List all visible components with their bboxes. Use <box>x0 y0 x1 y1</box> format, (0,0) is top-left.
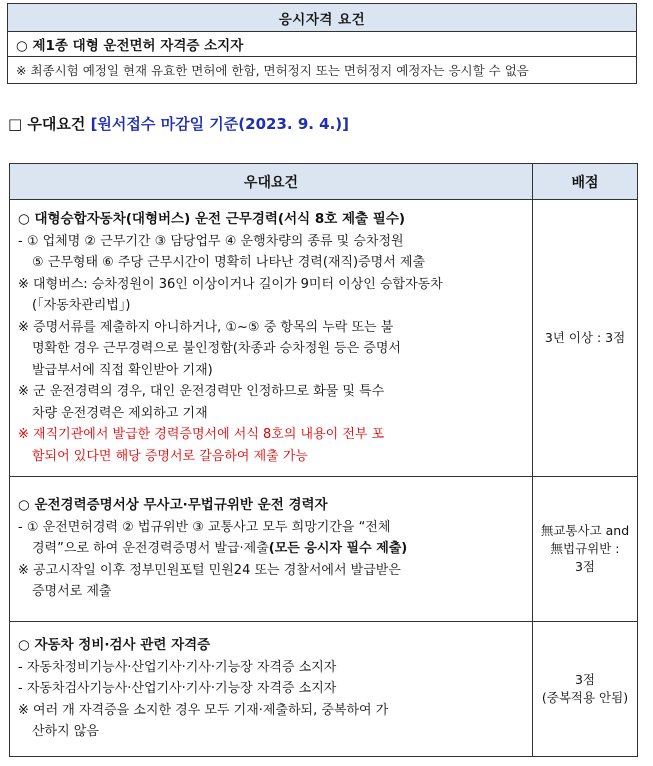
row1-red-line: 함되어 있다면 해당 증명서로 갈음하여 제출 가능 <box>32 448 308 464</box>
preference-title-prefix: □ 우대요건 <box>8 115 91 133</box>
row1-line: (「자동차관리법」) <box>32 298 131 313</box>
qualification-note: ※ 최종시험 예정일 현재 유효한 면허에 한함, 면허정지 또는 면허정지 예정자는 응시할 수 없음 <box>8 57 637 84</box>
qualification-header: 응시자격 요건 <box>8 4 637 32</box>
preference-section-title <box>8 113 349 134</box>
row1-line: ※ 증명서류를 제출하지 아니하거나, ①~⑤ 중 항목의 누락 또는 불 <box>18 319 394 335</box>
row1-score: 3년 이상 : 3점 <box>533 200 638 477</box>
row1-line: - ① 업체명 ② 근무기간 ③ 담당업무 ④ 운행차량의 종류 및 승차정원 <box>18 233 404 249</box>
row3-line: - 자동차검사기능사·산업기사·기사·기능장 자격증 소지자 <box>18 681 337 697</box>
row2-required-note: (모든 응시자 필수 제출) <box>268 541 408 557</box>
row1-heading: ○ 대형승합자동차(대형버스) 운전 근무경력(서식 8호 제출 필수) <box>18 211 406 227</box>
col-header-condition: 우대요건 <box>10 164 533 200</box>
row3-line: 산하지 않음 <box>32 724 99 740</box>
table-row <box>10 622 638 757</box>
row2-line: 증명서로 제출 <box>32 584 112 600</box>
preference-table <box>9 163 638 757</box>
row1-line: ⑤ 근무형태 ⑥ 주당 근무시간이 명확히 나타난 경력(재직)증명서 제출 <box>32 255 426 270</box>
row1-red-line: ※ 재직기관에서 발급한 경력증명서에 서식 8호의 내용이 전부 포 <box>18 427 385 442</box>
row3-score-line: (중복적용 안됨) <box>541 690 629 705</box>
row1-line: 발급부서에 직접 확인받아 기재) <box>32 362 213 378</box>
row1-line: ※ 군 운전경력의 경우, 대인 운전경력만 인정하므로 화물 및 특수 <box>18 384 385 399</box>
row2-line: 경력”으로 하여 운전경력증명서 발급·제출 <box>32 541 269 557</box>
row2-score-line: 無교통사고 and <box>540 523 630 538</box>
row2-line: ※ 공고시작일 이후 정부민원포털 민원24 또는 경찰서에서 발급받은 <box>18 562 401 578</box>
row1-line: ※ 대형버스: 승차정원이 36인 이상이거나 길이가 9미터 이상인 승합자동차 <box>18 276 443 292</box>
row1-line: 차량 운전경력은 제외하고 기재 <box>32 405 208 421</box>
row2-score-line: 3점 <box>574 559 596 574</box>
qualification-main: ○ 제1종 대형 운전면허 자격증 소지자 <box>8 32 637 57</box>
row3-score-line: 3점 <box>574 672 596 687</box>
row2-score <box>533 477 638 622</box>
row2-heading: ○ 운전경력증명서상 무사고·무법규위반 운전 경력자 <box>18 497 328 514</box>
row3-line: ※ 여러 개 자격증을 소지한 경우 모두 기재·제출하되, 중복하여 가 <box>18 702 389 718</box>
table-row <box>10 477 638 622</box>
row3-heading: ○ 자동차 정비·검사 관련 자격증 <box>18 637 211 654</box>
row3-score <box>533 622 638 757</box>
row2-score-line: 無법규위반 : <box>550 541 620 556</box>
preference-title-note: [원서접수 마감일 기준(2023. 9. 4.)] <box>90 115 350 133</box>
qualification-table <box>7 3 637 84</box>
row2-line: - ① 운전면허경력 ② 법규위반 ③ 교통사고 모두 희망기간을 “전체 <box>18 519 391 535</box>
table-row <box>10 200 638 477</box>
col-header-score: 배점 <box>533 164 638 200</box>
row1-line: 명확한 경우 근무경력으로 불인정함(차종과 승차정원 등은 증명서 <box>32 341 401 356</box>
row3-line: - 자동차정비기능사·산업기사·기사·기능장 자격증 소지자 <box>18 659 337 675</box>
